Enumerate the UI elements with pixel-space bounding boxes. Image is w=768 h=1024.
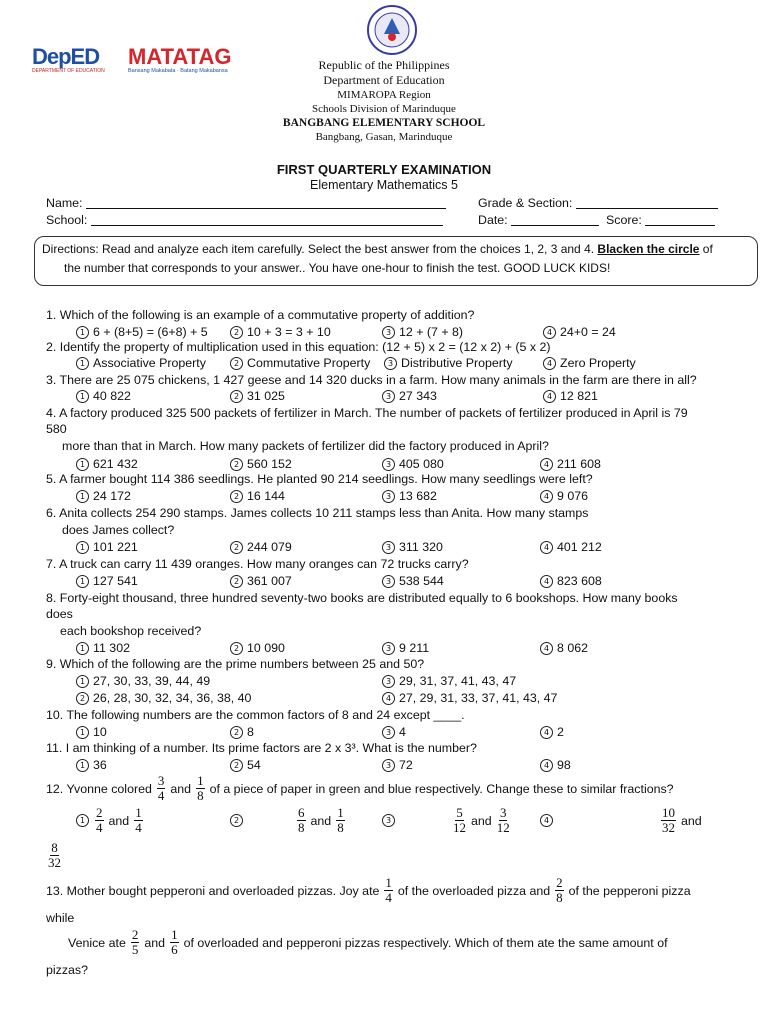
- option-text: 101 221: [93, 540, 138, 554]
- circle-1-icon[interactable]: 1: [76, 490, 89, 503]
- circle-2-icon[interactable]: 2: [76, 692, 89, 705]
- q5-option-1[interactable]: [76, 488, 131, 504]
- denominator: 4: [96, 820, 103, 835]
- name-label: Name:: [46, 196, 83, 210]
- numerator: 1: [337, 805, 344, 820]
- q12-text-c: of a piece of paper in green and blue respectively. Change these to similar fractions?: [209, 781, 674, 796]
- q13-text-f: of overloaded and pepperoni pizzas respectively. Which of them ate the same amount of: [183, 935, 668, 950]
- circle-4-icon[interactable]: 4: [382, 692, 395, 705]
- option-text: 10: [93, 725, 107, 739]
- option-text: 4: [399, 725, 406, 739]
- circle-4-icon[interactable]: 4: [540, 759, 553, 772]
- deped-logo-text: DepED: [32, 44, 100, 69]
- circle-2-icon[interactable]: 2: [230, 490, 243, 503]
- q7-option-1[interactable]: [76, 573, 138, 589]
- header-republic: Republic of the Philippines: [318, 58, 450, 72]
- q6-option-1[interactable]: [76, 539, 138, 555]
- denominator: 8: [337, 820, 344, 835]
- header-division: Schools Division of Marinduque: [312, 103, 456, 115]
- question-3: 3. There are 25 075 chickens, 1 427 geese and 14 320 ducks in a farm. How many animals in the farm are there in all?: [46, 373, 697, 387]
- fraction: [297, 806, 306, 835]
- question-9: 9. Which of the following are the prime numbers between 25 and 50?: [46, 657, 425, 671]
- q1-option-1[interactable]: [76, 324, 208, 340]
- q6-option-2[interactable]: [230, 539, 292, 555]
- fraction: [661, 806, 676, 835]
- option-text: 12 821: [560, 389, 598, 403]
- circle-3-icon[interactable]: 3: [382, 490, 395, 503]
- circle-3-icon[interactable]: 3: [382, 759, 395, 772]
- q5-option-2[interactable]: [230, 488, 285, 504]
- question-4: 4. A factory produced 325 500 packets of fertilizer in March. The number of packets of fertilizer produced in April is 79: [46, 406, 688, 420]
- date-label: Date:: [478, 213, 508, 227]
- option-text: 127 541: [93, 574, 138, 588]
- question-8-cont2: each bookshop received?: [60, 624, 202, 638]
- option-text: Zero Property: [560, 356, 636, 370]
- question-4-cont2: more than that in March. How many packets of fertilizer did the factory produced in April?: [62, 439, 549, 453]
- fraction: [497, 806, 510, 835]
- option-text: 361 007: [247, 574, 292, 588]
- option-text: 24 172: [93, 489, 131, 503]
- q2-option-3[interactable]: [384, 355, 513, 371]
- q13-text-c: of the pepperoni pizza: [568, 883, 691, 898]
- option-text: 2: [557, 725, 564, 739]
- denominator: 8: [556, 890, 563, 905]
- option-text: Commutative Property: [247, 356, 371, 370]
- q5-option-4[interactable]: [540, 488, 588, 504]
- numerator: 1: [135, 805, 142, 820]
- q13-text-e: Venice ate: [68, 935, 126, 950]
- exam-subtitle: Elementary Mathematics 5: [310, 178, 458, 192]
- option-text: 31 025: [247, 389, 285, 403]
- question-1: 1. Which of the following is an example of a commutative property of addition?: [46, 308, 475, 322]
- q2-option-4[interactable]: [543, 355, 636, 371]
- circle-2-icon[interactable]: 2: [230, 814, 243, 827]
- circle-4-icon[interactable]: 4: [543, 390, 556, 403]
- q6-option-3[interactable]: [382, 539, 443, 555]
- denominator: 6: [171, 942, 178, 957]
- school-field[interactable]: [46, 212, 443, 228]
- denominator: 12: [496, 820, 510, 835]
- option-text: 16 144: [247, 489, 285, 503]
- date-field[interactable]: [478, 212, 599, 228]
- circle-4-icon[interactable]: 4: [540, 575, 553, 588]
- q6-option-4[interactable]: [540, 539, 602, 555]
- matatag-logo-text: MATATAG: [128, 44, 232, 69]
- denominator: 8: [298, 820, 305, 835]
- fraction: [555, 876, 564, 905]
- fraction: [170, 928, 179, 957]
- header-department: Department of Education: [323, 73, 445, 87]
- option-text: 27, 29, 31, 33, 37, 41, 43, 47: [399, 691, 558, 705]
- option-text: 538 544: [399, 574, 444, 588]
- option-text: 10 + 3 = 3 + 10: [247, 325, 331, 339]
- q1-option-3[interactable]: [382, 324, 463, 340]
- option-text: 211 608: [557, 457, 601, 471]
- circle-1-icon[interactable]: 1: [76, 458, 89, 471]
- score-label: Score:: [606, 213, 642, 227]
- q8-option-4[interactable]: [540, 640, 588, 656]
- numerator: 5: [456, 805, 463, 820]
- numerator: 6: [298, 805, 305, 820]
- grade-section-label: Grade & Section:: [478, 196, 573, 210]
- circle-1-icon[interactable]: 1: [76, 642, 89, 655]
- numerator: 1: [385, 875, 392, 890]
- circle-3-icon[interactable]: 3: [382, 390, 395, 403]
- option-text: 405 080: [399, 457, 444, 471]
- q12-text-a: 12. Yvonne colored: [46, 781, 152, 796]
- circle-4-icon[interactable]: 4: [540, 458, 553, 471]
- fraction: [134, 806, 143, 835]
- q11-option-1[interactable]: [76, 757, 107, 773]
- option-text: 244 079: [247, 540, 292, 554]
- fraction: [196, 774, 205, 803]
- grade-section-field[interactable]: [478, 195, 718, 211]
- option-text: 823 608: [557, 574, 602, 588]
- and-text: and: [310, 813, 332, 828]
- q3-option-2[interactable]: [230, 388, 285, 404]
- question-2: 2. Identify the property of multiplication used in this equation: (12 + 5) x 2 = (12 x 2) + (5 x 2): [46, 340, 551, 354]
- fraction: [95, 806, 104, 835]
- option-text: 9 211: [399, 641, 430, 655]
- circle-3-icon[interactable]: 3: [382, 642, 395, 655]
- option-text: Distributive Property: [401, 356, 513, 370]
- question-5: 5. A farmer bought 114 386 seedlings. He planted 90 214 seedlings. How many seedlings were left?: [46, 472, 593, 486]
- option-text: 10 090: [247, 641, 285, 655]
- directions-line1: [42, 241, 713, 257]
- directions-text-end: of: [699, 242, 713, 256]
- q12-option-3[interactable]: [382, 806, 512, 835]
- fraction: [131, 928, 140, 957]
- fraction: [157, 774, 166, 803]
- circle-2-icon[interactable]: 2: [230, 726, 243, 739]
- numerator: 1: [197, 773, 204, 788]
- circle-3-icon[interactable]: 3: [384, 357, 397, 370]
- q11-option-4[interactable]: [540, 757, 571, 773]
- q10-option-4[interactable]: [540, 724, 564, 740]
- option-text: 24+0 = 24: [560, 325, 616, 339]
- circle-2-icon[interactable]: 2: [230, 575, 243, 588]
- option-text: 98: [557, 758, 571, 772]
- circle-2-icon[interactable]: 2: [230, 541, 243, 554]
- and-text: and: [108, 813, 130, 828]
- q7-option-4[interactable]: [540, 573, 602, 589]
- option-text: 8 062: [557, 641, 589, 655]
- option-text: 6 + (8+5) = (6+8) + 5: [93, 325, 208, 339]
- circle-3-icon[interactable]: 3: [382, 814, 395, 827]
- numerator: 2: [96, 805, 103, 820]
- circle-1-icon[interactable]: 1: [76, 390, 89, 403]
- question-4-cont: 580: [46, 422, 67, 436]
- q8-option-2[interactable]: [230, 640, 285, 656]
- question-11: 11. I am thinking of a number. Its prime factors are 2 x 3³. What is the number?: [46, 741, 477, 755]
- circle-2-icon[interactable]: 2: [230, 390, 243, 403]
- fraction: [336, 806, 345, 835]
- circle-1-icon[interactable]: 1: [76, 575, 89, 588]
- circle-3-icon[interactable]: 3: [382, 675, 395, 688]
- date-line[interactable]: [511, 225, 599, 226]
- q3-option-4[interactable]: [543, 388, 598, 404]
- option-text: 311 320: [399, 540, 443, 554]
- q9-option-4[interactable]: [382, 690, 557, 706]
- score-field[interactable]: [606, 212, 715, 228]
- circle-3-icon[interactable]: 3: [382, 541, 395, 554]
- option-text: 36: [93, 758, 107, 772]
- circle-1-icon[interactable]: 1: [76, 675, 89, 688]
- directions-emphasis: Blacken the circle: [597, 242, 700, 256]
- school-line[interactable]: [91, 225, 443, 226]
- q13-text-b: of the overloaded pizza and: [397, 883, 551, 898]
- question-10: 10. The following numbers are the common factors of 8 and 24 except ____.: [46, 708, 465, 722]
- question-13-cont3: pizzas?: [46, 963, 89, 977]
- numerator: 3: [499, 805, 507, 820]
- name-field[interactable]: [46, 195, 446, 211]
- q12-option-4-cont: [46, 841, 63, 870]
- q2-option-2[interactable]: [230, 355, 370, 371]
- circle-1-icon[interactable]: 1: [76, 357, 89, 370]
- option-text: 40 822: [93, 389, 131, 403]
- q10-option-3[interactable]: [382, 724, 406, 740]
- q4-option-1[interactable]: [76, 456, 138, 472]
- option-text: 8: [247, 725, 254, 739]
- option-text: 54: [247, 758, 261, 772]
- q12-option-1[interactable]: [76, 806, 145, 835]
- option-text: 401 212: [557, 540, 602, 554]
- denominator: 32: [48, 855, 61, 870]
- q9-option-1[interactable]: [76, 673, 210, 689]
- option-text: 621 432: [93, 457, 138, 471]
- q5-option-3[interactable]: [382, 488, 437, 504]
- question-12: [46, 774, 674, 803]
- circle-3-icon[interactable]: 3: [382, 458, 395, 471]
- q4-option-2[interactable]: [230, 456, 292, 472]
- circle-3-icon[interactable]: 3: [382, 726, 395, 739]
- option-text: 13 682: [399, 489, 437, 503]
- question-7: 7. A truck can carry 11 439 oranges. How many oranges can 72 trucks carry?: [46, 557, 469, 571]
- fraction: [48, 841, 61, 870]
- name-line[interactable]: [86, 208, 446, 209]
- option-text: 11 302: [93, 641, 130, 655]
- option-text: 27 343: [399, 389, 437, 403]
- and-text: and: [471, 813, 492, 828]
- numerator: 3: [157, 773, 165, 788]
- numerator: 2: [556, 875, 563, 890]
- question-8: 8. Forty-eight thousand, three hundred seventy-two books are distributed equally to 6 bookshops. How many books: [46, 591, 678, 605]
- option-text: 27, 30, 33, 39, 44, 49: [93, 674, 211, 688]
- q12-option-2[interactable]: [230, 806, 347, 835]
- circle-2-icon[interactable]: 2: [230, 458, 243, 471]
- option-text: 12 + (7 + 8): [399, 325, 464, 339]
- q9-option-2[interactable]: [76, 690, 251, 706]
- q7-option-2[interactable]: [230, 573, 292, 589]
- circle-1-icon[interactable]: 1: [76, 326, 89, 339]
- numerator: 2: [131, 927, 139, 942]
- circle-4-icon[interactable]: 4: [540, 642, 553, 655]
- option-text: 9 076: [557, 489, 589, 503]
- and-text: and: [144, 935, 166, 950]
- header-school: BANGBANG ELEMENTARY SCHOOL: [282, 117, 486, 129]
- deped-logo-subtext: DEPARTMENT OF EDUCATION: [32, 68, 105, 74]
- q12-option-4[interactable]: [540, 806, 705, 835]
- fraction: [453, 806, 466, 835]
- q4-option-4[interactable]: [540, 456, 601, 472]
- fraction: [384, 876, 393, 905]
- exam-title: FIRST QUARTERLY EXAMINATION: [276, 162, 492, 177]
- circle-2-icon[interactable]: 2: [230, 642, 243, 655]
- directions-line2: the number that corresponds to your answer.. You have one-hour to finish the test. GOOD LUCK KIDS!: [64, 261, 611, 275]
- option-text: Associative Property: [93, 356, 206, 370]
- circle-4-icon[interactable]: 4: [543, 326, 556, 339]
- q7-option-3[interactable]: [382, 573, 444, 589]
- circle-4-icon[interactable]: 4: [540, 726, 553, 739]
- q1-option-2[interactable]: [230, 324, 331, 340]
- q9-option-3[interactable]: [382, 673, 516, 689]
- numerator: 1: [171, 927, 178, 942]
- q10-option-1[interactable]: [76, 724, 107, 740]
- denominator: 4: [157, 788, 165, 803]
- question-6: 6. Anita collects 254 290 stamps. James collects 10 211 stamps less than Anita. How many stamps: [46, 506, 589, 520]
- question-13-cont: while: [46, 911, 75, 925]
- q2-option-1[interactable]: [76, 355, 206, 371]
- circle-1-icon[interactable]: 1: [76, 759, 89, 772]
- q11-option-2[interactable]: [230, 757, 261, 773]
- header-region: MIMAROPA Region: [337, 89, 431, 101]
- option-text: 72: [399, 758, 413, 772]
- circle-4-icon[interactable]: 4: [543, 357, 556, 370]
- circle-3-icon[interactable]: 3: [382, 575, 395, 588]
- score-line[interactable]: [645, 225, 715, 226]
- circle-2-icon[interactable]: 2: [230, 326, 243, 339]
- denominator: 4: [385, 890, 392, 905]
- q4-option-3[interactable]: [382, 456, 444, 472]
- circle-4-icon[interactable]: 4: [540, 541, 553, 554]
- q3-option-3[interactable]: [382, 388, 437, 404]
- numerator: 8: [51, 840, 58, 855]
- denominator: 5: [131, 942, 139, 957]
- school-label: School:: [46, 213, 88, 227]
- and-text: and: [681, 813, 702, 828]
- circle-1-icon[interactable]: 1: [76, 814, 89, 827]
- circle-1-icon[interactable]: 1: [76, 726, 89, 739]
- q1-option-4[interactable]: [543, 324, 616, 340]
- header-address: Bangbang, Gasan, Marinduque: [315, 131, 453, 143]
- denominator: 12: [453, 820, 466, 835]
- denominator: 32: [662, 820, 675, 835]
- circle-4-icon[interactable]: 4: [540, 814, 553, 827]
- matatag-logo-subtext: Bansang Makabata · Batang Makabansa: [128, 68, 228, 74]
- grade-section-line[interactable]: [576, 208, 718, 209]
- deped-seal-icon: [366, 4, 418, 56]
- directions-text: Directions: Read and analyze each item carefully. Select the best answer from the choices 1, 2, 3 and 4.: [42, 242, 598, 256]
- denominator: 4: [135, 820, 142, 835]
- numerator: 10: [662, 805, 675, 820]
- question-13-cont2: [68, 928, 668, 957]
- circle-2-icon[interactable]: 2: [230, 357, 243, 370]
- circle-4-icon[interactable]: 4: [540, 490, 553, 503]
- circle-1-icon[interactable]: 1: [76, 541, 89, 554]
- circle-3-icon[interactable]: 3: [382, 326, 395, 339]
- q3-option-1[interactable]: [76, 388, 131, 404]
- q10-option-2[interactable]: [230, 724, 254, 740]
- option-text: 29, 31, 37, 41, 43, 47: [399, 674, 517, 688]
- q12-text-b: and: [170, 781, 192, 796]
- q8-option-1[interactable]: [76, 640, 130, 656]
- circle-2-icon[interactable]: 2: [230, 759, 243, 772]
- q13-text-a: 13. Mother bought pepperoni and overloaded pizzas. Joy ate: [46, 883, 380, 898]
- question-8-cont: does: [46, 607, 73, 621]
- denominator: 8: [197, 788, 204, 803]
- option-text: 560 152: [247, 457, 292, 471]
- question-13: [46, 876, 691, 905]
- q11-option-3[interactable]: [382, 757, 413, 773]
- q8-option-3[interactable]: [382, 640, 429, 656]
- question-6-cont: does James collect?: [62, 523, 175, 537]
- option-text: 26, 28, 30, 32, 34, 36, 38, 40: [93, 691, 252, 705]
